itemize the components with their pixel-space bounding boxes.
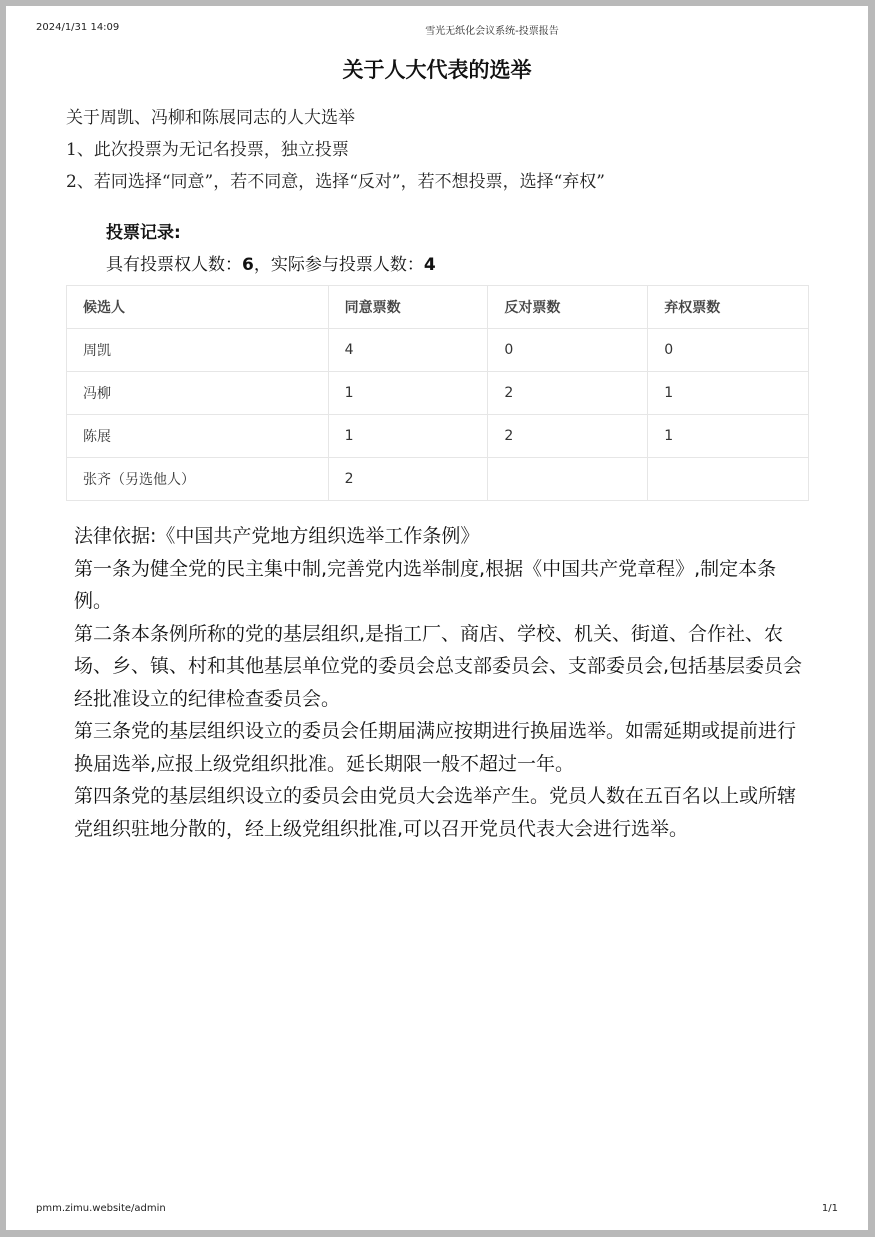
oppose-count: 2	[488, 415, 648, 458]
abstain-count: 1	[648, 372, 809, 415]
intro-line: 关于周凯、冯柳和陈展同志的人大选举	[66, 108, 355, 128]
oppose-count: 2	[488, 372, 648, 415]
oppose-count	[488, 458, 648, 501]
approve-count: 1	[328, 415, 488, 458]
legal-article: 第二条本条例所称的党的基层组织,是指工厂、商店、学校、机关、街道、合作社、农场、乡、镇、村和其他基层单位党的委员会总支部委员会、支部委员会,包括基层委员会经批准设立的纪律检查委员会。	[74, 622, 803, 710]
legal-article: 第四条党的基层组织设立的委员会由党员大会选举产生。党员人数在五百名以上或所辖党组织驻地分散的，经上级党组织批准,可以召开党员代表大会进行选举。	[74, 785, 797, 840]
intro-section	[66, 102, 826, 198]
header-approve: 同意票数	[328, 286, 488, 329]
approve-count: 4	[328, 329, 488, 372]
header-candidate: 候选人	[67, 286, 329, 329]
header-oppose: 反对票数	[488, 286, 648, 329]
legal-basis-heading: 法律依据:《中国共产党地方组织选举工作条例》	[74, 525, 480, 547]
vote-record-heading: 投票记录:	[106, 223, 181, 243]
candidate-name: 张齐（另选他人）	[67, 458, 329, 501]
vote-record-summary	[106, 250, 436, 275]
abstain-count	[648, 458, 809, 501]
header-abstain: 弃权票数	[648, 286, 809, 329]
vote-results-table	[66, 285, 809, 501]
approve-count: 2	[328, 458, 488, 501]
abstain-count: 1	[648, 415, 809, 458]
legal-article: 第三条党的基层组织设立的委员会任期届满应按期进行换届选举。如需延期或提前进行换届选举,应报上级党组织批准。延长期限一般不超过一年。	[74, 720, 797, 775]
candidate-name: 冯柳	[67, 372, 329, 415]
eligible-label: 具有投票权人数：	[106, 255, 242, 275]
actual-count: 4	[423, 255, 436, 275]
intro-line: 2、若同选择“同意”，若不同意，选择“反对”，若不想投票，选择“弃权”	[66, 172, 605, 192]
print-datetime: 2024/1/31 14:09	[36, 22, 120, 33]
intro-line: 1、此次投票为无记名投票，独立投票	[66, 140, 349, 160]
candidate-name: 陈展	[67, 415, 329, 458]
eligible-count: 6	[242, 255, 254, 275]
legal-basis-section	[74, 520, 804, 845]
actual-label: 实际参与投票人数：	[270, 255, 424, 275]
print-footer-url: pmm.zimu.website/admin	[36, 1203, 166, 1214]
document-title: 关于人大代表的选举	[342, 58, 532, 82]
legal-article: 第一条为健全党的民主集中制,完善党内选举制度,根据《中国共产党章程》,制定本条例。	[74, 557, 777, 612]
table-header-row	[67, 286, 809, 329]
summary-separator: ，	[253, 255, 271, 275]
printed-page	[6, 6, 868, 1230]
table-row	[67, 372, 809, 415]
print-header-title: 雪光无纸化会议系统-投票报告	[425, 26, 559, 37]
oppose-count: 0	[488, 329, 648, 372]
table-row	[67, 329, 809, 372]
approve-count: 1	[328, 372, 488, 415]
abstain-count: 0	[648, 329, 809, 372]
print-page-number: 1/1	[821, 1203, 838, 1214]
table-row	[67, 415, 809, 458]
table-row	[67, 458, 809, 501]
candidate-name: 周凯	[67, 329, 329, 372]
